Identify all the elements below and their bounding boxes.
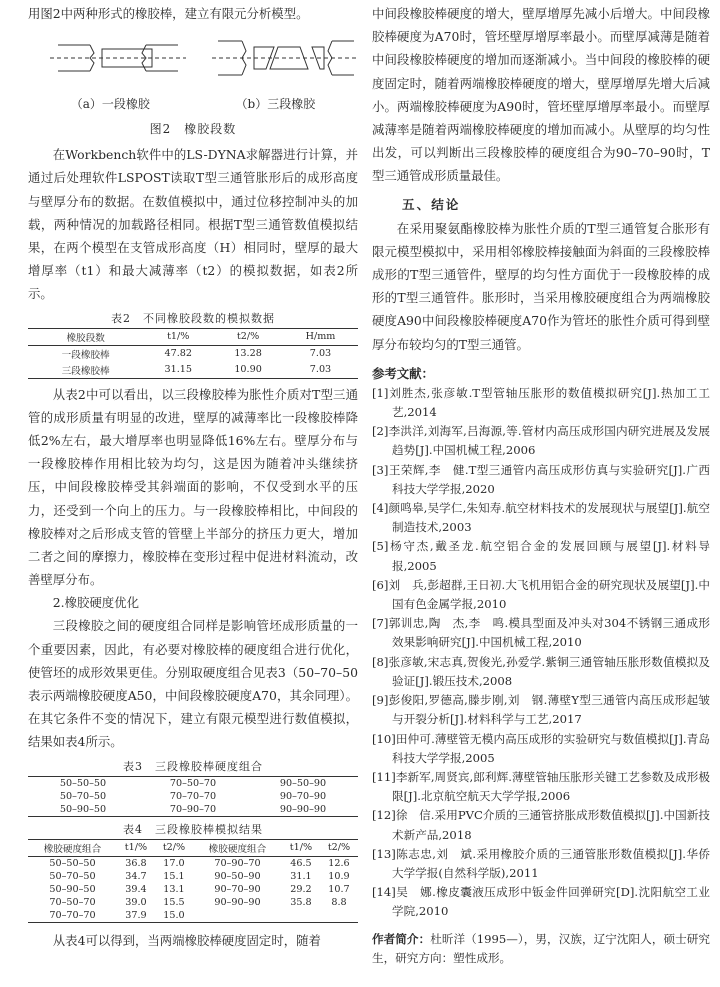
paragraph-table4-analysis: 从表4可以得到，当两端橡胶棒硬度固定时，随着 (52, 932, 321, 948)
table-cell: 70–50–70 (169, 777, 217, 789)
table-cell: 12.6 (328, 857, 350, 869)
table-row (28, 856, 358, 870)
table-cell: 50–70–50 (59, 790, 107, 802)
table-cell (320, 909, 358, 923)
table-row (28, 896, 358, 909)
reference-item: [2]李洪洋,刘海军,吕海源,等.管材内高压成形国内研究进展及发展趋势[J].中国机械工程,2006 (372, 424, 710, 458)
reference-item: [14]吴 娜.橡皮囊液压成形中钣金件回弹研究[D].沈阳航空工业学院,2010 (372, 885, 710, 919)
table-header: t2/% (213, 328, 283, 345)
table-row (28, 790, 358, 803)
table-cell: 17.0 (163, 857, 185, 869)
reference-item: [11]李新军,周贤宾,郎利辉.薄壁管轴压胀形关键工艺参数及成形极限[J].北京航空航天大学学报,2006 (372, 769, 710, 804)
table-cell: 90–50–90 (214, 870, 261, 882)
table-cell: 35.8 (290, 896, 312, 908)
table4-caption: 表4 三段橡胶棒模拟结果 (123, 822, 263, 836)
table-header: H/mm (283, 328, 358, 345)
table-cell: 90–90–90 (214, 896, 261, 908)
table-cell: 39.4 (125, 883, 147, 895)
rubber-rod-diagram (28, 31, 358, 87)
table-cell: 47.82 (164, 348, 192, 360)
reference-item: [8]张彦敏,宋志真,贺俊光,孙爱学.紫铜三通管轴压胀形数值模拟及验证[J].锻压技术,2008 (372, 654, 710, 688)
table-cell: 31.1 (290, 870, 312, 882)
table-cell: 70–70–70 (169, 790, 217, 802)
section-conclusion-title: 五、结论 (402, 196, 461, 212)
table-cell (282, 909, 320, 923)
author-label: 作者简介： (372, 931, 431, 946)
table-cell: 46.5 (290, 857, 312, 869)
reference-item: [9]彭俊阳,罗德高,滕步刚,刘 钢.薄壁Y型三通管内高压成形起皱与开裂分析[J].材料科学与工艺,2017 (372, 693, 710, 727)
reference-item: [10]田仲可.薄壁管无模内高压成形的实验研究与数值模拟[J].青岛科技大学学报,2005 (372, 731, 710, 765)
table2-caption: 表2 不同橡胶段数的模拟数据 (111, 311, 275, 325)
table-header: t1/% (143, 328, 213, 345)
table-cell: 29.2 (290, 883, 312, 895)
table-header: t1/% (117, 839, 155, 856)
table-cell: 50–50–50 (49, 857, 96, 869)
table-cell (193, 909, 282, 923)
table-cell: 50–50–50 (59, 777, 107, 789)
table-cell: 37.9 (117, 909, 155, 923)
table-cell: 34.7 (125, 870, 147, 882)
table-4 (28, 839, 358, 923)
paragraph-simulation: 在Workbench软件中的LS-DYNA求解器进行计算，并通过后处理软件LSPOST读取T型三通管胀形后的成形高度与壁厚分布的数据。在数值模拟中，通过位移控制冲头的加载，两种情况的加载路径相同。根据T型三通管数值模拟结果，在两个模型在支管成形高度（H）相同时，壁厚的最大增厚率（t1）和最大减薄率（t2）的模拟数据，如表2所示。 (28, 147, 358, 302)
paragraph-hardness-results: 中间段橡胶棒硬度的增大，壁厚增厚先减小后增大。中间段橡胶棒硬度为A70时，管坯壁厚增厚率最小。而壁厚减薄是随着中间段橡胶棒硬度的增加而逐渐减小。当中间段的橡胶棒的硬度固定时，随着两端橡胶棒硬度的增大，壁厚增厚先增大后减小。两端橡胶棒硬度为A90时，管坯壁厚增厚率最小。而壁厚减薄率是随着两端橡胶棒硬度的增加而减小。从壁厚的均匀性出发，可以判断出三段橡胶棒的硬度组合为90–70–90时，T型三通管成形质量最佳。 (372, 6, 710, 184)
table-header: t1/% (282, 839, 320, 856)
table-cell: 15.5 (163, 896, 185, 908)
table-cell: 7.03 (283, 362, 358, 379)
figure-caption: 图2 橡胶段数 (149, 122, 237, 137)
single-segment-rod (50, 45, 186, 71)
references-list (372, 384, 710, 922)
table-row (28, 803, 358, 817)
table-header: t2/% (155, 839, 193, 856)
table-cell: 36.8 (125, 857, 147, 869)
table-cell: 7.03 (309, 348, 332, 360)
right-column (372, 0, 710, 968)
author-bio (372, 930, 710, 968)
reference-item: [6]刘 兵,彭超群,王日初.大飞机用铝合金的研究现状及展望[J].中国有色金属学报,2010 (372, 577, 710, 612)
reference-item: [13]陈志忠,刘 斌.采用橡胶介质的三通管胀形数值模拟[J].华侨大学学报(自然科学版),2011 (372, 846, 710, 880)
table-cell: 90–90–90 (248, 803, 358, 817)
table-row (28, 870, 358, 883)
fig-b-label: （b）三段橡胶 (235, 97, 316, 112)
figure-2 (28, 31, 358, 87)
table-row (28, 883, 358, 896)
table-row (28, 345, 358, 362)
reference-item: [12]徐 信.采用PVC介质的三通管挤胀成形数值模拟[J].中国新技术新产品,2018 (372, 808, 710, 842)
reference-item: [7]郭训忠,陶 杰,李 鸣.模具型面及冲头对304不锈钢三通成形效果影响研究[J].中国机械工程,2010 (372, 616, 710, 650)
table-header: 橡胶硬度组合 (28, 839, 117, 856)
table-cell: 10.9 (328, 870, 350, 882)
table-2 (28, 328, 358, 379)
table-cell: 70–90–70 (138, 803, 248, 817)
table-cell: 50–70–50 (49, 870, 96, 882)
table-header: 橡胶硬度组合 (193, 839, 282, 856)
table-cell: 70–50–70 (49, 896, 96, 908)
author-text: 杜昕洋（1995—），男，汉族，辽宁沈阳人，硕士研究生，研究方向：塑性成形。 (372, 931, 710, 965)
table-row (28, 909, 358, 923)
table-header: 橡胶段数 (28, 328, 143, 345)
table-cell: 8.8 (331, 896, 347, 908)
table-row (28, 362, 358, 379)
table-cell: 三段橡胶棒 (28, 362, 143, 379)
three-segment-rod (212, 41, 358, 75)
table-cell: 50–90–50 (28, 803, 138, 817)
table-cell: 90–70–90 (214, 883, 261, 895)
paragraph-table2-analysis: 从表2中可以看出，以三段橡胶棒为胀性介质对T型三通管的成形质量有明显的改进，壁厚的减薄率比一段橡胶棒降低2%左右，最大增厚率也明显降低16%左右。壁厚分布与一段橡胶棒作用相比较为均匀，这是因为随着冲头继续挤压，中间段橡胶棒受其斜端面的影响，不仅受到水平的压力，还受到一个向上的压力。与一段橡胶棒相比，中间段的橡胶棒对之后形成支管的管壁上半部分的挤压力更大，增加二者之间的摩擦力，橡胶棒在变形过程中促进材料流动，改善壁厚分布。 (28, 386, 358, 588)
reference-item: [3]王荣辉,李 健.T型三通管内高压成形仿真与实验研究[J].广西科技大学学报,2020 (372, 462, 710, 496)
table-header: t2/% (320, 839, 358, 856)
table-cell: 90–50–90 (279, 777, 327, 789)
table-row (28, 776, 358, 790)
reference-item: [1]刘胜杰,张彦敏.T型管轴压胀形的数值模拟研究[J].热加工工艺,2014 (372, 385, 710, 420)
table-cell: 50–90–50 (49, 883, 96, 895)
table-cell: 13.28 (234, 348, 262, 360)
paragraph-conclusion: 在采用聚氨酯橡胶棒为胀性介质的T型三通管复合胀形有限元模型模拟中，采用相邻橡胶棒接触面为斜面的三段橡胶棒成形的T型三通管件，壁厚的均匀性方面优于一段橡胶棒的成形的T型三通管件。胀形时，当采用橡胶硬度组合为两端橡胶硬度A90中间段橡胶棒硬度A70作为管坯的胀性介质可得到壁厚分布较均匀的T型三通管。 (372, 220, 710, 352)
table-cell: 一段橡胶棒 (61, 349, 110, 361)
table-cell: 31.15 (143, 362, 213, 379)
table3-caption: 表3 三段橡胶棒硬度组合 (123, 759, 263, 773)
reference-item: [5]杨守杰,戴圣龙.航空铝合金的发展回顾与展望[J].材料导报,2005 (372, 539, 710, 573)
table-cell: 10.90 (213, 362, 283, 379)
left-column (28, 0, 358, 952)
references-title: 参考文献： (372, 365, 434, 381)
table-cell: 39.0 (125, 896, 147, 908)
table-cell: 70–90–70 (214, 857, 261, 869)
figure-subcaptions (28, 95, 358, 112)
reference-item: [4]颜鸣皋,吴学仁,朱知寿.航空材料技术的发展现状与展望[J].航空制造技术,2003 (372, 501, 710, 535)
table-cell: 70–70–70 (28, 909, 117, 923)
intro-text: 用图2中两种形式的橡胶棒，建立有限元分析模型。 (28, 6, 309, 21)
table-cell: 13.1 (163, 883, 185, 895)
table-cell: 15.1 (163, 870, 185, 882)
subheading-hardness: 2.橡胶硬度优化 (52, 595, 139, 611)
table-cell: 15.0 (155, 909, 193, 923)
paragraph-hardness: 三段橡胶之间的硬度组合同样是影响管坯成形质量的一个重要因素，因此，有必要对橡胶棒的硬度组合进行优化，使管坯的成形效果更佳。分别取硬度组合见表3（50–70–50表示两端橡胶硬度A50，中间段橡胶硬度A70，其余同理）。在其它条件不变的情况下，建立有限元模型进行数值模拟，结果如表4所示。 (28, 618, 358, 750)
table-cell: 10.7 (328, 883, 350, 895)
fig-a-label: （a）一段橡胶 (70, 97, 150, 112)
table-3 (28, 776, 358, 817)
table-cell: 90–70–90 (279, 790, 327, 802)
